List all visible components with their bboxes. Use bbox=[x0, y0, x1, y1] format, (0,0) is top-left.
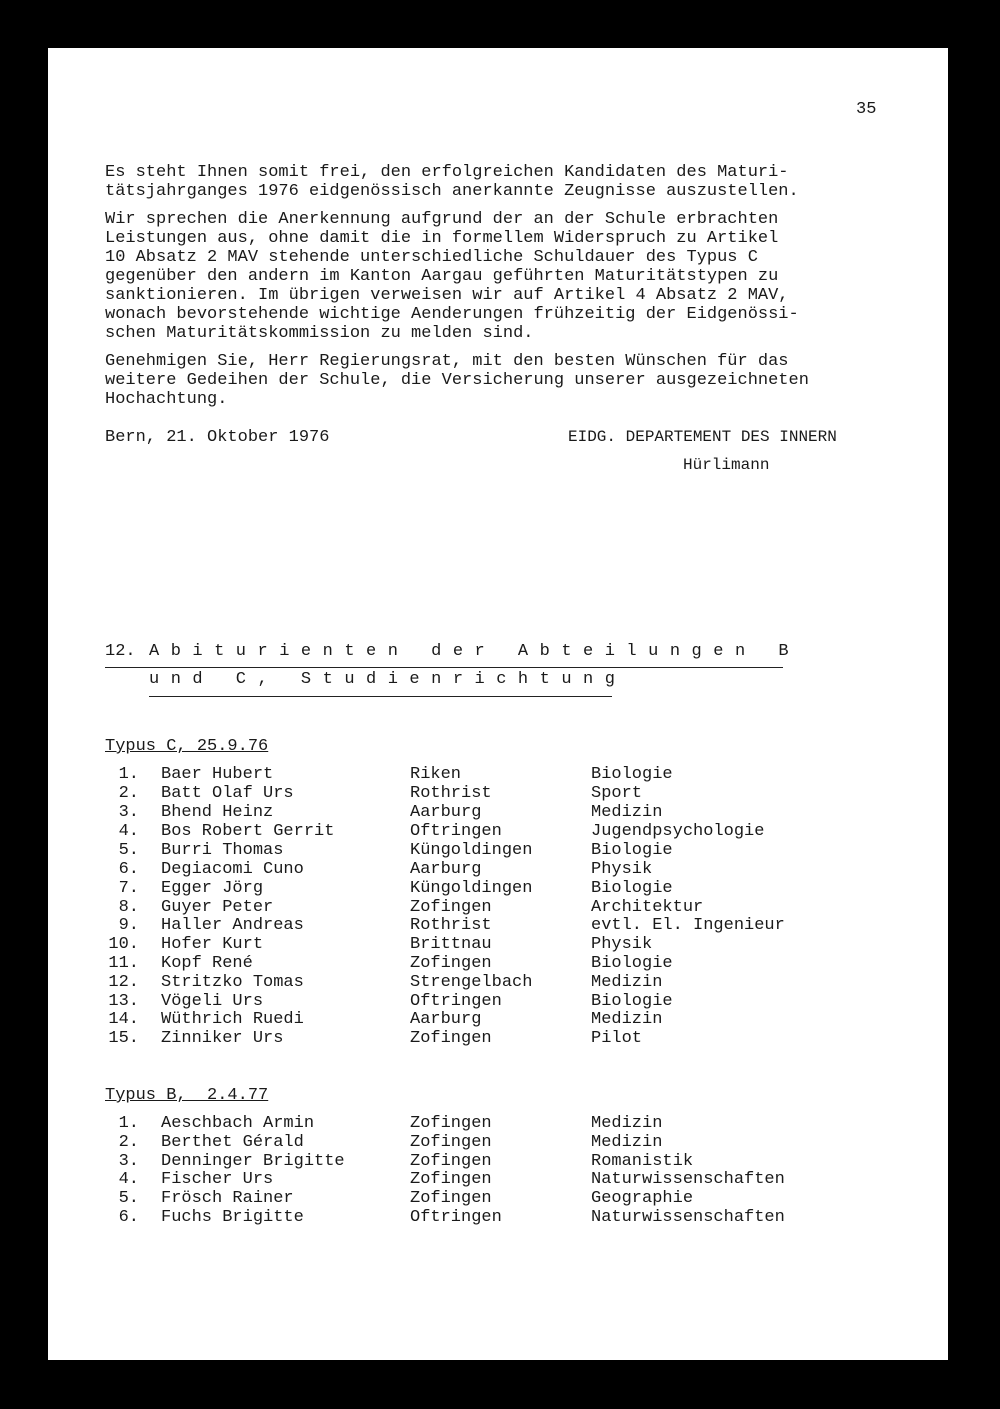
field-of-study: Geographie bbox=[591, 1189, 694, 1208]
place: Zofingen bbox=[410, 1029, 492, 1048]
row-number: 12. bbox=[108, 973, 139, 992]
section-number: 12. bbox=[105, 642, 136, 661]
row-number: 2. bbox=[118, 784, 139, 803]
row-number: 5. bbox=[118, 1189, 139, 1208]
field-of-study: evtl. El. Ingenieur bbox=[591, 916, 785, 935]
text-line: sanktionieren. Im übrigen verweisen wir auf Artikel 4 Absatz 2 MAV, bbox=[105, 286, 789, 305]
field-of-study: Naturwissenschaften bbox=[591, 1170, 785, 1189]
row-number: 3. bbox=[118, 803, 139, 822]
student-name: Guyer Peter bbox=[161, 898, 274, 917]
student-name: Stritzko Tomas bbox=[161, 973, 304, 992]
department: EIDG. DEPARTEMENT DES INNERN bbox=[568, 428, 837, 446]
section-title-line-1: Abiturienten der Abteilungen B bbox=[149, 642, 801, 661]
student-name: Denninger Brigitte bbox=[161, 1152, 345, 1171]
letter-paragraph-3 bbox=[105, 352, 905, 409]
student-name: Bos Robert Gerrit bbox=[161, 822, 335, 841]
student-name: Fuchs Brigitte bbox=[161, 1208, 304, 1227]
field-of-study: Biologie bbox=[591, 765, 673, 784]
student-name: Fischer Urs bbox=[161, 1170, 274, 1189]
place: Oftringen bbox=[410, 822, 502, 841]
student-name: Burri Thomas bbox=[161, 841, 284, 860]
student-name: Aeschbach Armin bbox=[161, 1114, 315, 1133]
row-number: 9. bbox=[118, 916, 139, 935]
field-of-study: Medizin bbox=[591, 803, 663, 822]
row-number: 5. bbox=[118, 841, 139, 860]
place: Zofingen bbox=[410, 1170, 492, 1189]
place: Aarburg bbox=[410, 803, 482, 822]
text-line: wonach bevorstehende wichtige Aenderungen frühzeitig der Eidgenössi- bbox=[105, 305, 799, 324]
row-number: 11. bbox=[108, 954, 139, 973]
field-of-study: Architektur bbox=[591, 898, 704, 917]
document-page bbox=[48, 48, 948, 1360]
student-name: Vögeli Urs bbox=[161, 992, 264, 1011]
text-line: 10 Absatz 2 MAV stehende unterschiedliche Schuldauer des Typus C bbox=[105, 248, 758, 267]
place: Riken bbox=[410, 765, 462, 784]
row-number: 1. bbox=[118, 765, 139, 784]
place: Aarburg bbox=[410, 860, 482, 879]
row-number: 10. bbox=[108, 935, 139, 954]
text-line: schen Maturitätskommission zu melden sind. bbox=[105, 324, 534, 343]
student-name: Frösch Rainer bbox=[161, 1189, 294, 1208]
text-line: gegenüber den andern im Kanton Aargau geführten Maturitätstypen zu bbox=[105, 267, 779, 286]
place: Rothrist bbox=[410, 916, 492, 935]
row-number: 3. bbox=[118, 1152, 139, 1171]
field-of-study: Pilot bbox=[591, 1029, 643, 1048]
place-date: Bern, 21. Oktober 1976 bbox=[105, 428, 330, 447]
place: Zofingen bbox=[410, 954, 492, 973]
text-line: Leistungen aus, ohne damit die in formellem Widerspruch zu Artikel bbox=[105, 229, 779, 248]
letter-paragraph-2 bbox=[105, 210, 905, 343]
row-number: 15. bbox=[108, 1029, 139, 1048]
place: Aarburg bbox=[410, 1010, 482, 1029]
text-line: Genehmigen Sie, Herr Regierungsrat, mit den besten Wünschen für das bbox=[105, 352, 789, 371]
row-number: 8. bbox=[118, 898, 139, 917]
field-of-study: Medizin bbox=[591, 1010, 663, 1029]
page-number: 35 bbox=[856, 100, 877, 119]
place: Küngoldingen bbox=[410, 841, 533, 860]
place: Zofingen bbox=[410, 1152, 492, 1171]
text-line: tätsjahrganges 1976 eidgenössisch anerkannte Zeugnisse auszustellen. bbox=[105, 182, 799, 201]
field-of-study: Jugendpsychologie bbox=[591, 822, 765, 841]
place: Zofingen bbox=[410, 898, 492, 917]
field-of-study: Physik bbox=[591, 935, 653, 954]
row-number: 7. bbox=[118, 879, 139, 898]
field-of-study: Physik bbox=[591, 860, 653, 879]
place: Oftringen bbox=[410, 1208, 502, 1227]
place: Brittnau bbox=[410, 935, 492, 954]
text-line: Hochachtung. bbox=[105, 390, 228, 409]
field-of-study: Biologie bbox=[591, 992, 673, 1011]
row-number: 4. bbox=[118, 822, 139, 841]
student-name: Zinniker Urs bbox=[161, 1029, 284, 1048]
student-name: Haller Andreas bbox=[161, 916, 304, 935]
row-number: 13. bbox=[108, 992, 139, 1011]
row-number: 14. bbox=[108, 1010, 139, 1029]
field-of-study: Biologie bbox=[591, 841, 673, 860]
field-of-study: Romanistik bbox=[591, 1152, 694, 1171]
student-name: Batt Olaf Urs bbox=[161, 784, 294, 803]
place: Rothrist bbox=[410, 784, 492, 803]
field-of-study: Biologie bbox=[591, 954, 673, 973]
section-rule-2 bbox=[149, 696, 612, 697]
place: Zofingen bbox=[410, 1133, 492, 1152]
section-title-line-2: und C, Studienrichtung bbox=[149, 670, 627, 689]
field-of-study: Biologie bbox=[591, 879, 673, 898]
field-of-study: Sport bbox=[591, 784, 643, 803]
group-title-typus-b: Typus B, 2.4.77 bbox=[105, 1086, 269, 1105]
field-of-study: Medizin bbox=[591, 973, 663, 992]
row-number: 1. bbox=[118, 1114, 139, 1133]
row-number: 6. bbox=[118, 860, 139, 879]
section-rule-1 bbox=[105, 667, 783, 668]
place: Strengelbach bbox=[410, 973, 533, 992]
text-line: Es steht Ihnen somit frei, den erfolgreichen Kandidaten des Maturi- bbox=[105, 163, 789, 182]
student-name: Degiacomi Cuno bbox=[161, 860, 304, 879]
row-number: 4. bbox=[118, 1170, 139, 1189]
student-name: Baer Hubert bbox=[161, 765, 274, 784]
row-number: 2. bbox=[118, 1133, 139, 1152]
student-name: Berthet Gérald bbox=[161, 1133, 304, 1152]
row-number: 6. bbox=[118, 1208, 139, 1227]
signatory: Hürlimann bbox=[683, 456, 770, 474]
place: Zofingen bbox=[410, 1189, 492, 1208]
place: Oftringen bbox=[410, 992, 502, 1011]
student-name: Kopf René bbox=[161, 954, 253, 973]
student-name: Bhend Heinz bbox=[161, 803, 274, 822]
text-line: weitere Gedeihen der Schule, die Versicherung unserer ausgezeichneten bbox=[105, 371, 809, 390]
text-line: Wir sprechen die Anerkennung aufgrund der an der Schule erbrachten bbox=[105, 210, 779, 229]
student-name: Egger Jörg bbox=[161, 879, 264, 898]
place: Zofingen bbox=[410, 1114, 492, 1133]
field-of-study: Naturwissenschaften bbox=[591, 1208, 785, 1227]
group-title-typus-c: Typus C, 25.9.76 bbox=[105, 737, 269, 756]
place: Küngoldingen bbox=[410, 879, 533, 898]
letter-paragraph-1 bbox=[105, 163, 905, 201]
field-of-study: Medizin bbox=[591, 1133, 663, 1152]
student-name: Hofer Kurt bbox=[161, 935, 264, 954]
field-of-study: Medizin bbox=[591, 1114, 663, 1133]
student-name: Wüthrich Ruedi bbox=[161, 1010, 304, 1029]
